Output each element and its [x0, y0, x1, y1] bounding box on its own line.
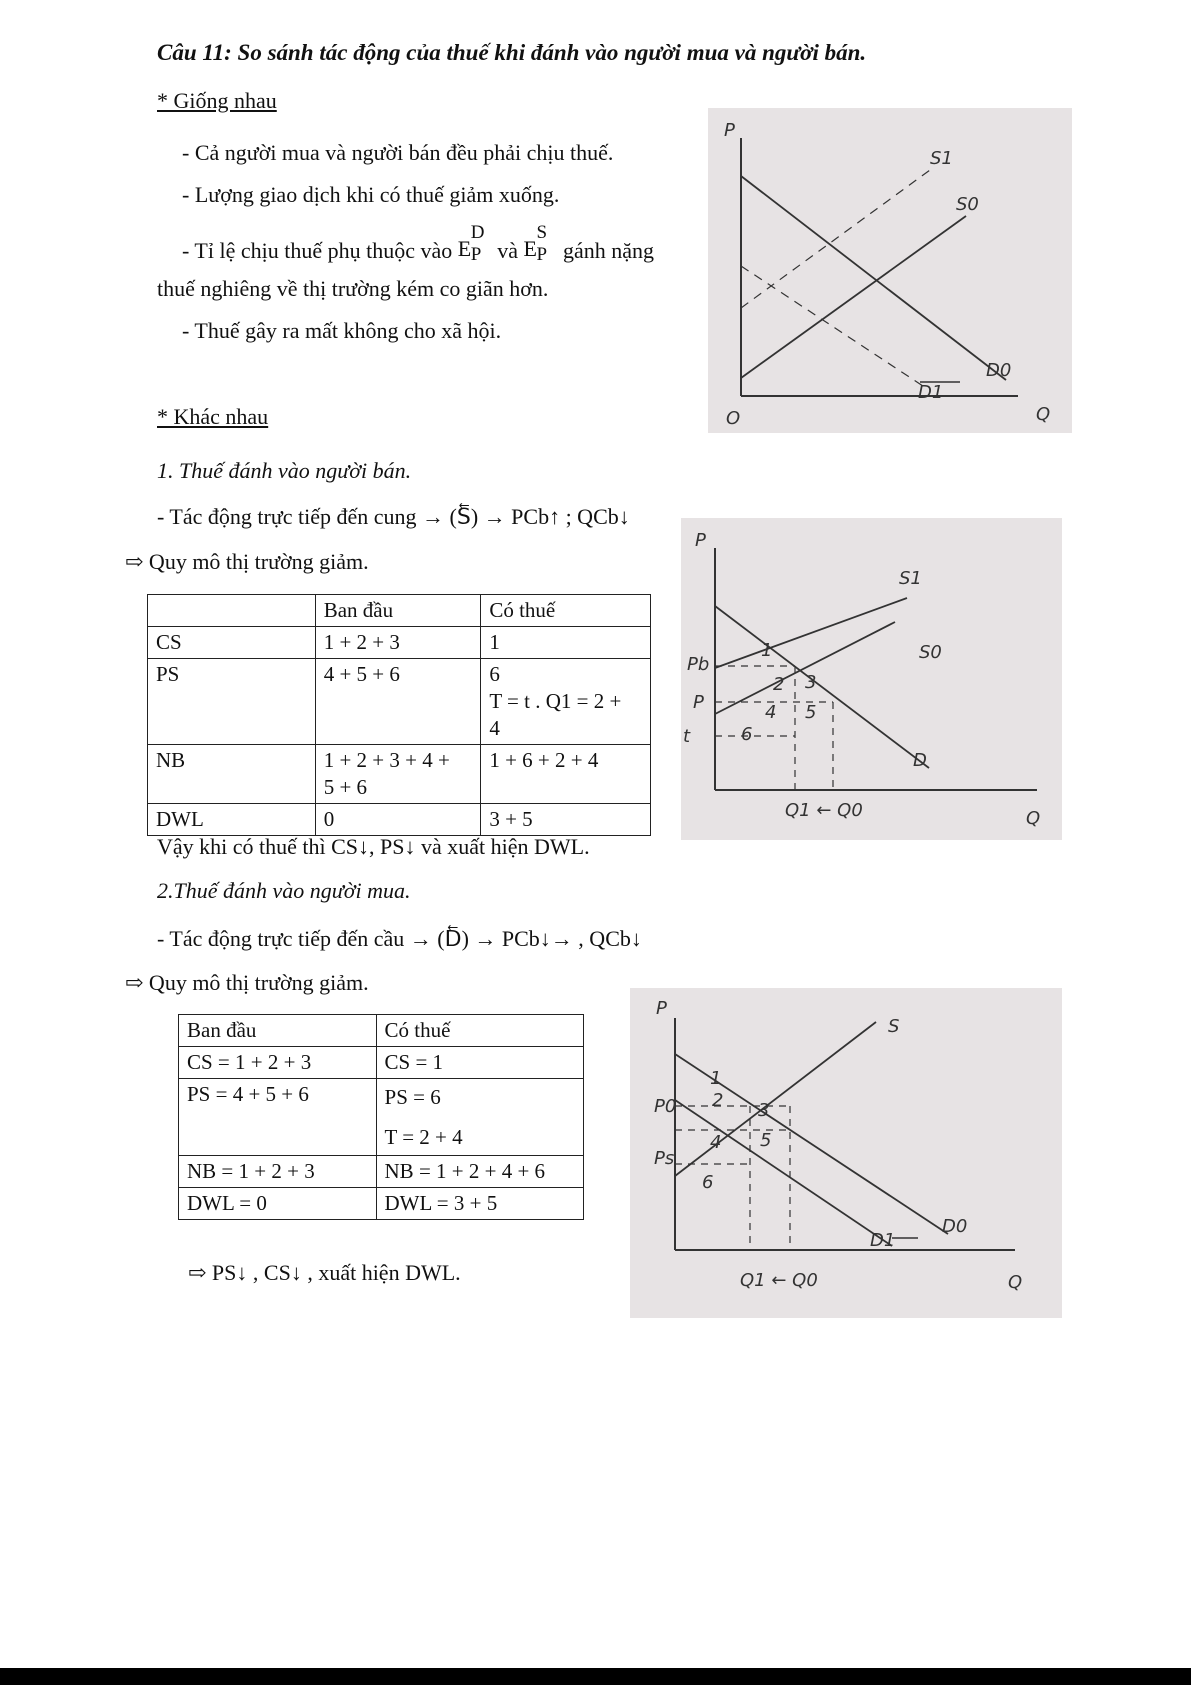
table-header: Ban đầu	[315, 595, 481, 627]
g2-label-s0: S0	[919, 642, 942, 663]
elasticity-supply: E S P	[523, 222, 548, 265]
table-header: Ban đầu	[179, 1015, 377, 1047]
table-row	[179, 1047, 584, 1079]
g3-label-d0: D0	[942, 1216, 968, 1237]
table-row	[148, 627, 651, 659]
table-cell: CS = 1	[376, 1047, 583, 1079]
g2-area-1: 1	[761, 640, 773, 661]
g3-area-2: 2	[712, 1090, 724, 1111]
table-cell: PS	[148, 659, 316, 745]
g1-label-p: P	[724, 120, 735, 141]
g2-label-q-arrow: Q1 ← Q0	[785, 800, 863, 821]
g2-label-d: D	[913, 750, 927, 771]
table-header: Có thuế	[376, 1015, 583, 1047]
section2-scale: ⇨ Quy mô thị trường giảm.	[125, 970, 369, 995]
table-cell: 1 + 2 + 3	[315, 627, 481, 659]
section1-title: 1. Thuế đánh vào người bán.	[157, 458, 412, 483]
graph-tax-on-buyer-svg	[630, 988, 1062, 1318]
g2-label-t: t	[683, 726, 691, 747]
table-cell: NB	[148, 745, 316, 804]
similar-item-3: thuế nghiêng về thị trường kém co giãn hơn.	[157, 276, 549, 301]
table-cell: NB = 1 + 2 + 3	[179, 1156, 377, 1188]
g3-area-4: 4	[710, 1132, 722, 1153]
table-cell: DWL = 0	[179, 1188, 377, 1220]
page-title: Câu 11: So sánh tác động của thuế khi đánh vào người mua và người bán.	[157, 40, 867, 65]
graph-tax-overview	[708, 108, 1072, 433]
g2-area-4: 4	[765, 702, 777, 723]
table-row	[179, 1015, 584, 1047]
elasticity-text-after: gánh nặng	[563, 238, 655, 263]
elasticity-text-before: - Tỉ lệ chịu thuế phụ thuộc vào	[182, 238, 453, 263]
g1-label-s1: S1	[930, 148, 953, 169]
table-row	[148, 804, 651, 836]
similar-heading: * Giống nhau	[157, 88, 277, 113]
table-row	[179, 1079, 584, 1156]
table-cell: 0	[315, 804, 481, 836]
g3-label-q: Q	[1008, 1272, 1023, 1293]
table-row	[179, 1156, 584, 1188]
g1-label-q: Q	[1036, 404, 1051, 425]
graph-tax-on-seller-svg	[681, 518, 1062, 840]
similar-item-elasticity	[182, 222, 655, 265]
g2-area-6: 6	[741, 724, 753, 745]
graph-tax-on-buyer	[630, 988, 1062, 1318]
g2-label-q: Q	[1026, 808, 1041, 829]
similar-item-4: - Thuế gây ra mất không cho xã hội.	[182, 318, 502, 343]
table-cell: 3 + 5	[481, 804, 651, 836]
section2-effect: - Tác động trực tiếp đến cầu → (D⃖) → PCb↓→ , QCb↓	[157, 926, 642, 951]
g2-area-5: 5	[805, 702, 817, 723]
table-cell	[148, 595, 316, 627]
section1-scale: ⇨ Quy mô thị trường giảm.	[125, 549, 369, 574]
table-cell: 6 T = t . Q1 = 2 + 4	[481, 659, 651, 745]
table-row	[148, 659, 651, 745]
g3-label-ps: Ps	[654, 1148, 675, 1169]
g3-area-1: 1	[710, 1068, 722, 1089]
table-row	[148, 745, 651, 804]
g2-label-s1: S1	[899, 568, 922, 589]
diff-heading: * Khác nhau	[157, 404, 269, 429]
g3-label-p0: P0	[654, 1096, 677, 1117]
elasticity-and: và	[497, 238, 519, 263]
g3-label-d1: D1	[870, 1230, 896, 1251]
elasticity-demand: E D P	[457, 222, 485, 265]
similar-item-1: - Cả người mua và người bán đều phải chịu thuế.	[182, 140, 614, 165]
similar-item-2: - Lượng giao dịch khi có thuế giảm xuống.	[182, 182, 560, 207]
table-row	[148, 595, 651, 627]
table-cell: 1	[481, 627, 651, 659]
g1-label-o: O	[726, 408, 741, 429]
section2-title: 2.Thuế đánh vào người mua.	[157, 878, 411, 903]
table-cell: DWL = 3 + 5	[376, 1188, 583, 1220]
table-header: Có thuế	[481, 595, 651, 627]
g3-area-3: 3	[758, 1100, 770, 1121]
table-cell: CS	[148, 627, 316, 659]
g3-area-6: 6	[702, 1172, 714, 1193]
section1-conclusion: Vậy khi có thuế thì CS↓, PS↓ và xuất hiện DWL.	[157, 834, 590, 859]
section2-table	[178, 1014, 584, 1220]
g2-label-p-mid: P	[693, 692, 704, 713]
section1-effect: - Tác động trực tiếp đến cung → (S⃖) → PCb↑ ; QCb↓	[157, 504, 630, 529]
section2-conclusion: ⇨ PS↓ , CS↓ , xuất hiện DWL.	[188, 1260, 461, 1285]
table-cell: NB = 1 + 2 + 4 + 6	[376, 1156, 583, 1188]
bottom-bar	[0, 1668, 1191, 1685]
g1-label-d1: D1	[918, 382, 944, 403]
section1-table	[147, 594, 651, 836]
g2-label-p: P	[695, 530, 706, 551]
graph-tax-overview-svg	[708, 108, 1072, 433]
g2-area-2: 2	[773, 674, 785, 695]
table-row	[179, 1188, 584, 1220]
table-cell: 4 + 5 + 6	[315, 659, 481, 745]
graph-tax-on-seller	[681, 518, 1062, 840]
table-cell: PS = 4 + 5 + 6	[179, 1079, 377, 1156]
g1-label-s0: S0	[956, 194, 979, 215]
g3-label-s: S	[888, 1016, 900, 1037]
table-cell: DWL	[148, 804, 316, 836]
g2-label-pb: Pb	[687, 654, 710, 675]
g2-area-3: 3	[805, 672, 817, 693]
table-cell: 1 + 6 + 2 + 4	[481, 745, 651, 804]
table-cell: 1 + 2 + 3 + 4 + 5 + 6	[315, 745, 481, 804]
table-cell: CS = 1 + 2 + 3	[179, 1047, 377, 1079]
g3-label-q-arrow: Q1 ← Q0	[740, 1270, 818, 1291]
g3-area-5: 5	[760, 1130, 772, 1151]
table-cell: PS = 6 T = 2 + 4	[376, 1079, 583, 1156]
g1-label-d0: D0	[986, 360, 1012, 381]
g3-label-p: P	[656, 998, 667, 1019]
